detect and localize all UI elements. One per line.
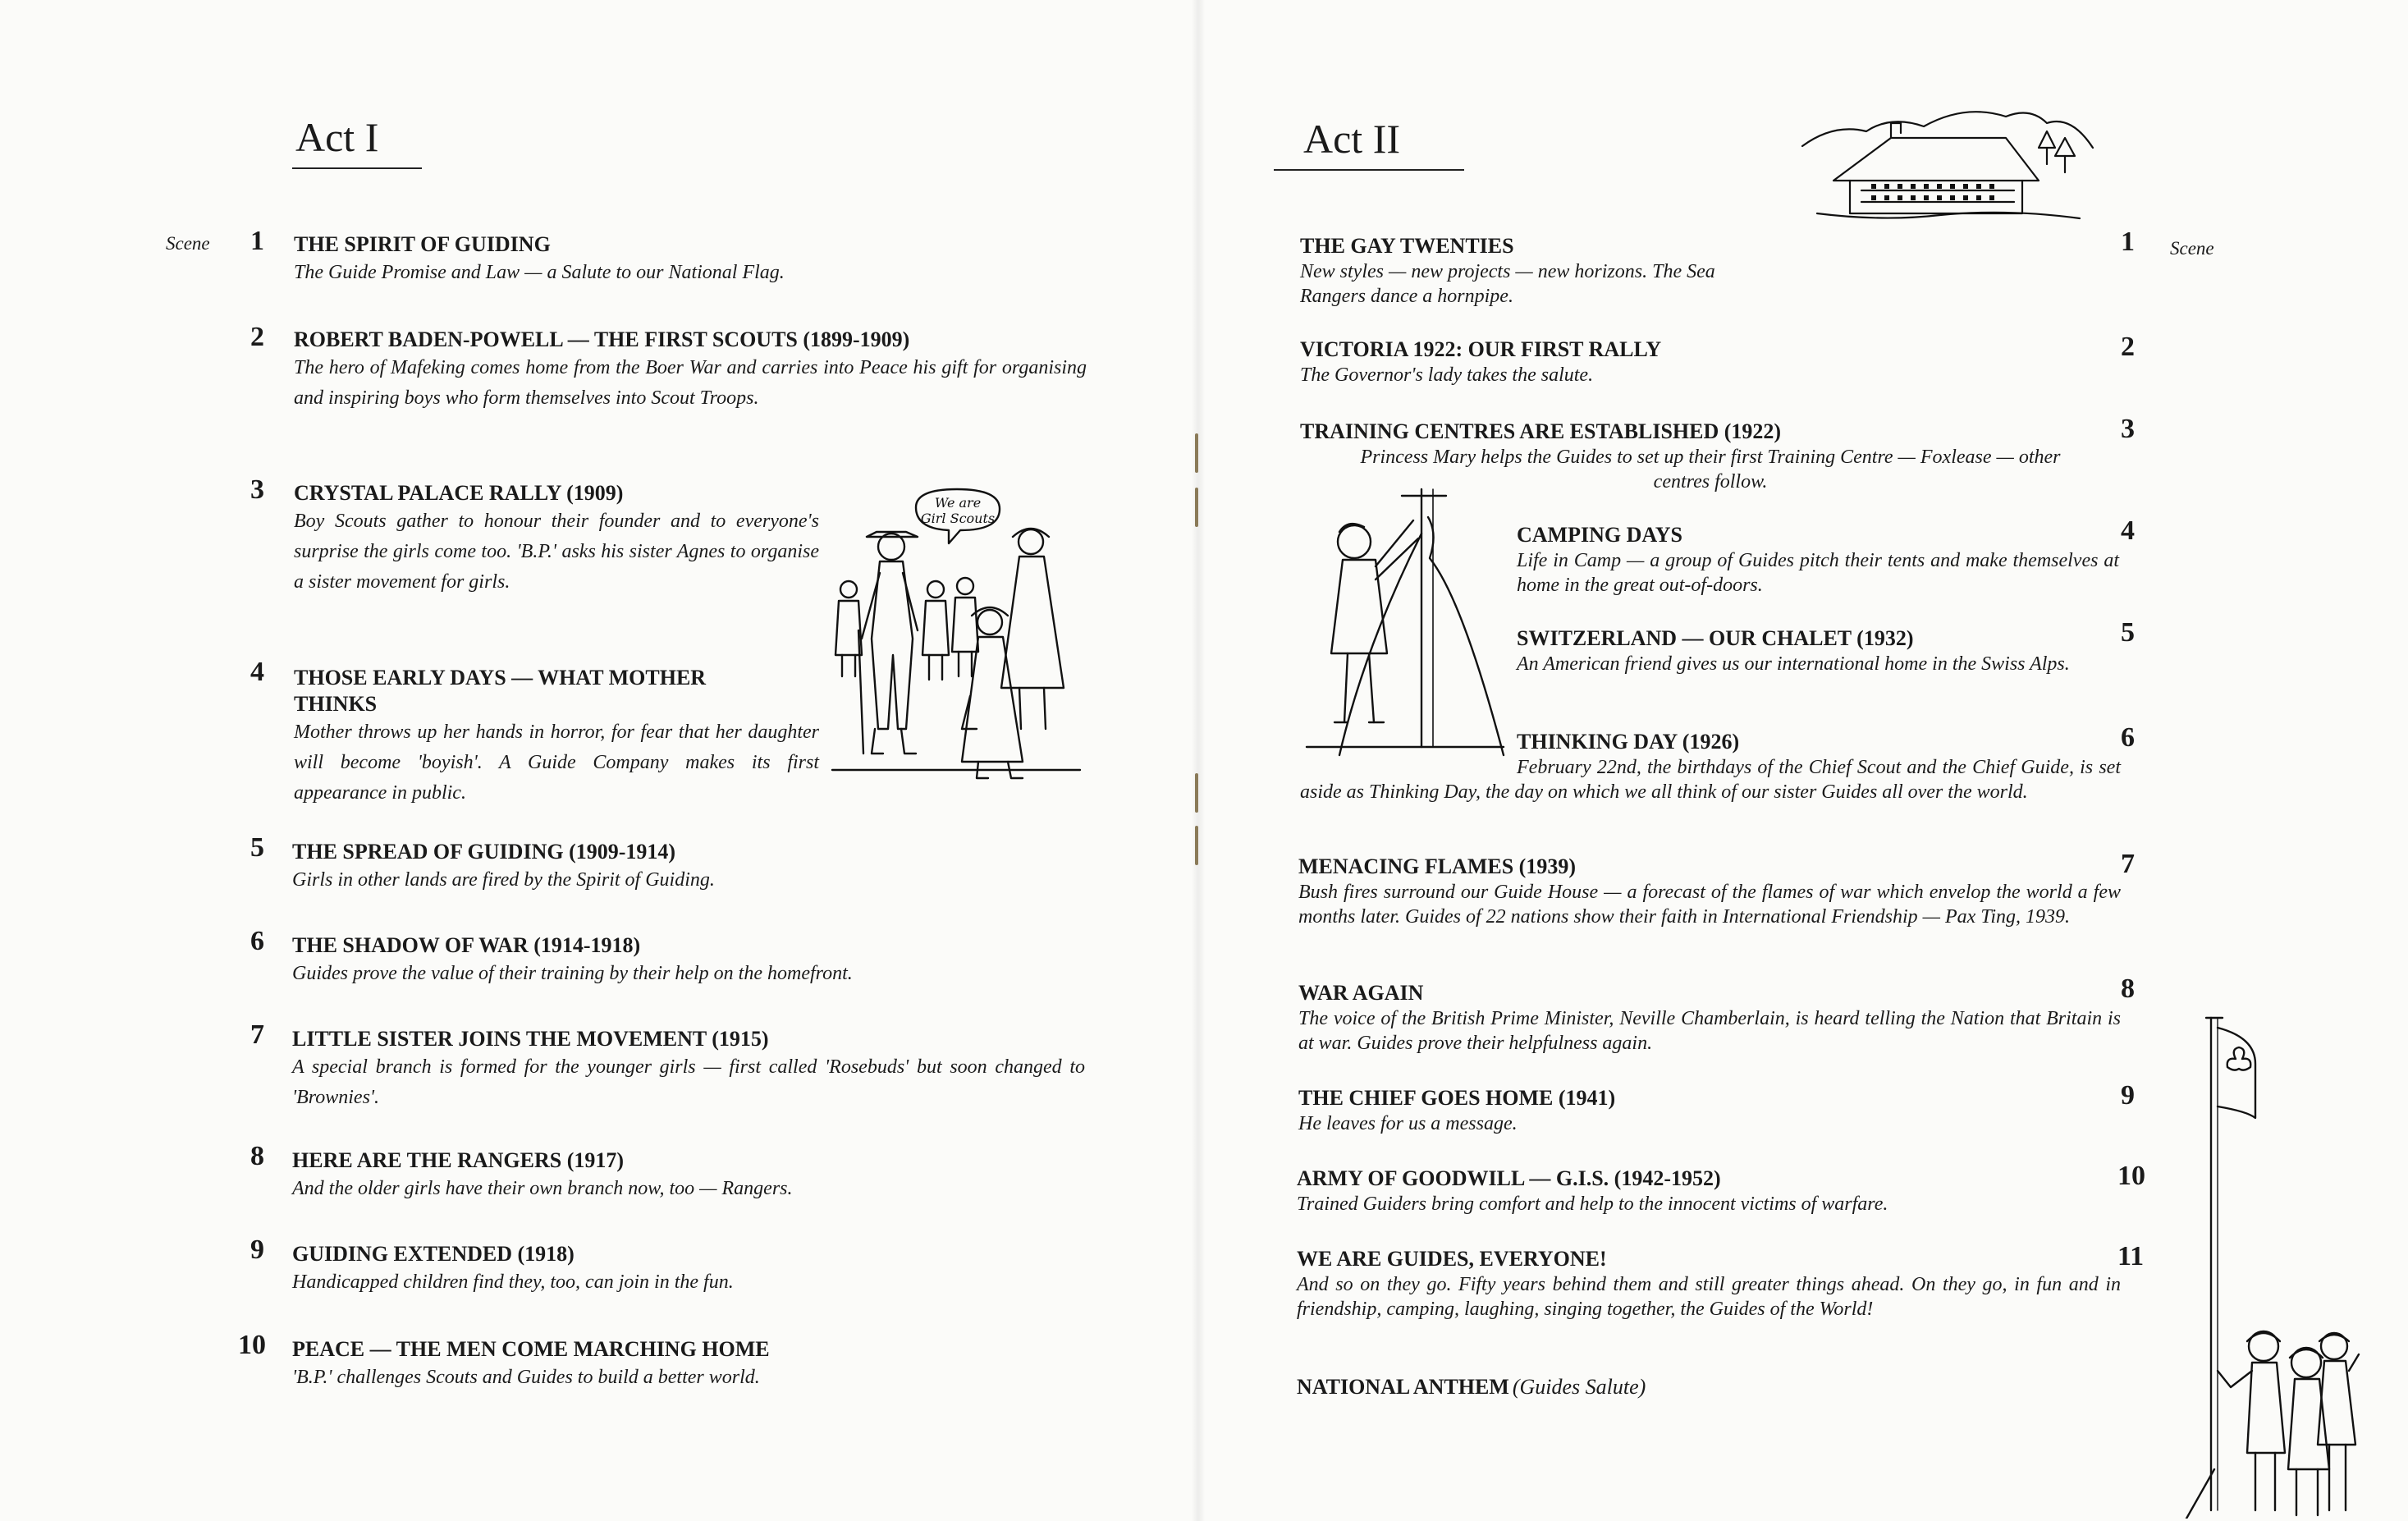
scene-title: WE ARE GUIDES, EVERYONE! <box>1297 1247 1607 1271</box>
scene-entry <box>1517 625 2119 676</box>
right-page <box>1198 0 2408 1521</box>
speech-bubble-text: Girl Scouts <box>920 511 996 526</box>
scene-title: GUIDING EXTENDED (1918) <box>292 1242 575 1266</box>
scene-number: 2 <box>250 322 264 352</box>
scene-entry <box>1300 337 2121 387</box>
rally-illustration-icon <box>826 483 1088 786</box>
scene-description: Bush fires surround our Guide House — a forecast of the flames of war which envelop the world a few months later. Guides of 22 nations show their faith in International Friendship — Pax Ting, 1939. <box>1298 882 2121 928</box>
anthem-note: (Guides Salute) <box>1512 1375 1646 1399</box>
scene-title: THOSE EARLY DAYS — WHAT MOTHER THINKS <box>294 666 707 716</box>
scene-description: Handicapped children find they, too, can join in the fun. <box>292 1271 734 1293</box>
scene-description: Princess Mary helps the Guides to set up their first Training Centre — Foxlease — other centres follow. <box>1360 447 2061 492</box>
scene-number: 5 <box>250 832 264 863</box>
scene-entry <box>292 1241 1085 1298</box>
scene-description: He leaves for us a message. <box>1298 1113 1518 1134</box>
scene-number: 3 <box>2121 414 2135 444</box>
scene-label: Scene <box>2170 238 2214 259</box>
scene-entry <box>292 932 1085 989</box>
scene-title: SWITZERLAND — OUR CHALET (1932) <box>1517 626 1914 650</box>
scene-entry <box>1298 1085 2121 1136</box>
scene-description: Life in Camp — a group of Guides pitch their tents and make themselves at home in the great out-of-doors. <box>1517 550 2119 596</box>
scene-title: LITTLE SISTER JOINS THE MOVEMENT (1915) <box>292 1027 769 1051</box>
scene-description: Girls in other lands are fired by the Spirit of Guiding. <box>292 869 715 891</box>
scene-number: 10 <box>238 1330 266 1360</box>
scene-number: 1 <box>2121 227 2135 257</box>
scene-description: Trained Guiders bring comfort and help to the innocent victims of warfare. <box>1297 1193 1888 1215</box>
scene-description: A special branch is formed for the younger girls — first called 'Rosebuds' but soon changed to 'Brownies'. <box>292 1056 1085 1108</box>
scene-description: New styles — new projects — new horizons. The Sea Rangers dance a hornpipe. <box>1300 261 1715 307</box>
scene-title: ARMY OF GOODWILL — G.I.S. (1942-1952) <box>1297 1166 1721 1190</box>
scene-entry <box>294 231 1087 288</box>
scene-description: And the older girls have their own branch now, too — Rangers. <box>292 1178 793 1199</box>
left-page <box>0 0 1198 1521</box>
scene-title: VICTORIA 1922: OUR FIRST RALLY <box>1300 337 1662 361</box>
scene-label: Scene <box>166 233 210 254</box>
scene-entry <box>1300 729 2121 804</box>
scene-number: 4 <box>2121 515 2135 546</box>
scene-number: 1 <box>250 226 264 256</box>
scene-description: The Guide Promise and Law — a Salute to our National Flag. <box>294 262 785 283</box>
scene-number: 7 <box>250 1019 264 1050</box>
scene-entry <box>1300 233 2121 309</box>
scene-number: 8 <box>250 1141 264 1171</box>
scene-number: 8 <box>2121 974 2135 1004</box>
scene-description: The hero of Mafeking comes home from the Boer War and carries into Peace his gift for organising and inspiring boys who form themselves into Scout Troops. <box>294 357 1087 409</box>
scene-title: TRAINING CENTRES ARE ESTABLISHED (1922) <box>1300 419 1782 443</box>
scene-entry <box>292 839 1085 896</box>
scene-number: 3 <box>250 474 264 505</box>
scene-entry <box>1298 980 2121 1056</box>
scene-description: An American friend gives us our international home in the Swiss Alps. <box>1517 653 2070 675</box>
scene-number: 9 <box>2121 1080 2135 1111</box>
scene-number: 2 <box>2121 332 2135 362</box>
scene-entry <box>1517 522 2119 598</box>
scene-title: WAR AGAIN <box>1298 981 1424 1005</box>
scene-description: The voice of the British Prime Minister, Neville Chamberlain, is heard telling the Nation that Britain is at war. Guides prove their helpfulness again. <box>1298 1008 2121 1054</box>
act-title: Act II <box>1274 115 1464 171</box>
scene-entry <box>1300 419 2121 494</box>
scene-description: And so on they go. Fifty years behind them and still greater things ahead. On they go, in fun and in friendship, camping, laughing, singing together, the Guides of the World! <box>1297 1274 2121 1320</box>
scene-description: Guides prove the value of their training by their help on the homefront. <box>292 963 853 984</box>
scene-entry <box>292 1026 1085 1113</box>
camping-illustration-icon <box>1298 484 1512 763</box>
scene-description: 'B.P.' challenges Scouts and Guides to build a better world. <box>292 1367 760 1388</box>
scene-title: THE SPREAD OF GUIDING (1909-1914) <box>292 840 676 864</box>
scene-title: ROBERT BADEN-POWELL — THE FIRST SCOUTS (1899-1909) <box>294 328 910 351</box>
scene-description: February 22nd, the birthdays of the Chief Scout and the Chief Guide, is set aside as Thinking Day, the day on which we all think of our sister Guides all over the world. <box>1300 757 2121 803</box>
scene-title: CRYSTAL PALACE RALLY (1909) <box>294 481 624 505</box>
scene-description: Mother throws up her hands in horror, for fear that her daughter will become 'boyish'. A Guide Company makes its first appearance in public. <box>294 722 819 804</box>
scene-entry <box>1298 854 2121 929</box>
scene-title: PEACE — THE MEN COME MARCHING HOME <box>292 1337 770 1361</box>
scene-entry <box>1297 1166 2121 1216</box>
scene-number: 6 <box>250 926 264 956</box>
scene-entry <box>1297 1246 2121 1322</box>
anthem-title: NATIONAL ANTHEM <box>1297 1375 1509 1399</box>
act-title: Act I <box>292 113 422 169</box>
speech-bubble-text: We are <box>934 495 982 511</box>
scene-title: THE GAY TWENTIES <box>1300 234 1514 258</box>
scene-entry <box>294 665 819 809</box>
scene-number: 7 <box>2121 849 2135 879</box>
scene-number: 6 <box>2121 722 2135 753</box>
scene-entry <box>294 480 819 598</box>
scene-number: 5 <box>2121 617 2135 648</box>
chalet-illustration-icon <box>1801 98 2096 222</box>
scene-number: 11 <box>2117 1241 2145 1271</box>
anthem-entry <box>1297 1374 2121 1400</box>
scene-title: THE SPIRIT OF GUIDING <box>294 232 551 256</box>
scene-title: HERE ARE THE RANGERS (1917) <box>292 1148 625 1172</box>
scene-title: MENACING FLAMES (1939) <box>1298 854 1576 878</box>
scene-entry <box>294 327 1087 414</box>
scene-description: Boy Scouts gather to honour their founder and to everyone's surprise the girls come too. 'B.P.' asks his sister Agnes to organise a sister movement for girls. <box>294 511 819 593</box>
scene-title: THE CHIEF GOES HOME (1941) <box>1298 1086 1616 1110</box>
scene-title: THE SHADOW OF WAR (1914-1918) <box>292 933 641 957</box>
scene-number: 4 <box>250 657 264 687</box>
scene-entry <box>292 1336 1085 1393</box>
scene-number: 10 <box>2117 1161 2145 1191</box>
scene-entry <box>292 1148 1085 1204</box>
scene-title: THINKING DAY (1926) <box>1517 730 1740 754</box>
scene-number: 9 <box>250 1235 264 1265</box>
flag-salute-illustration-icon <box>2173 1010 2367 1519</box>
scene-description: The Governor's lady takes the salute. <box>1300 364 1594 386</box>
scene-title: CAMPING DAYS <box>1517 523 1682 547</box>
